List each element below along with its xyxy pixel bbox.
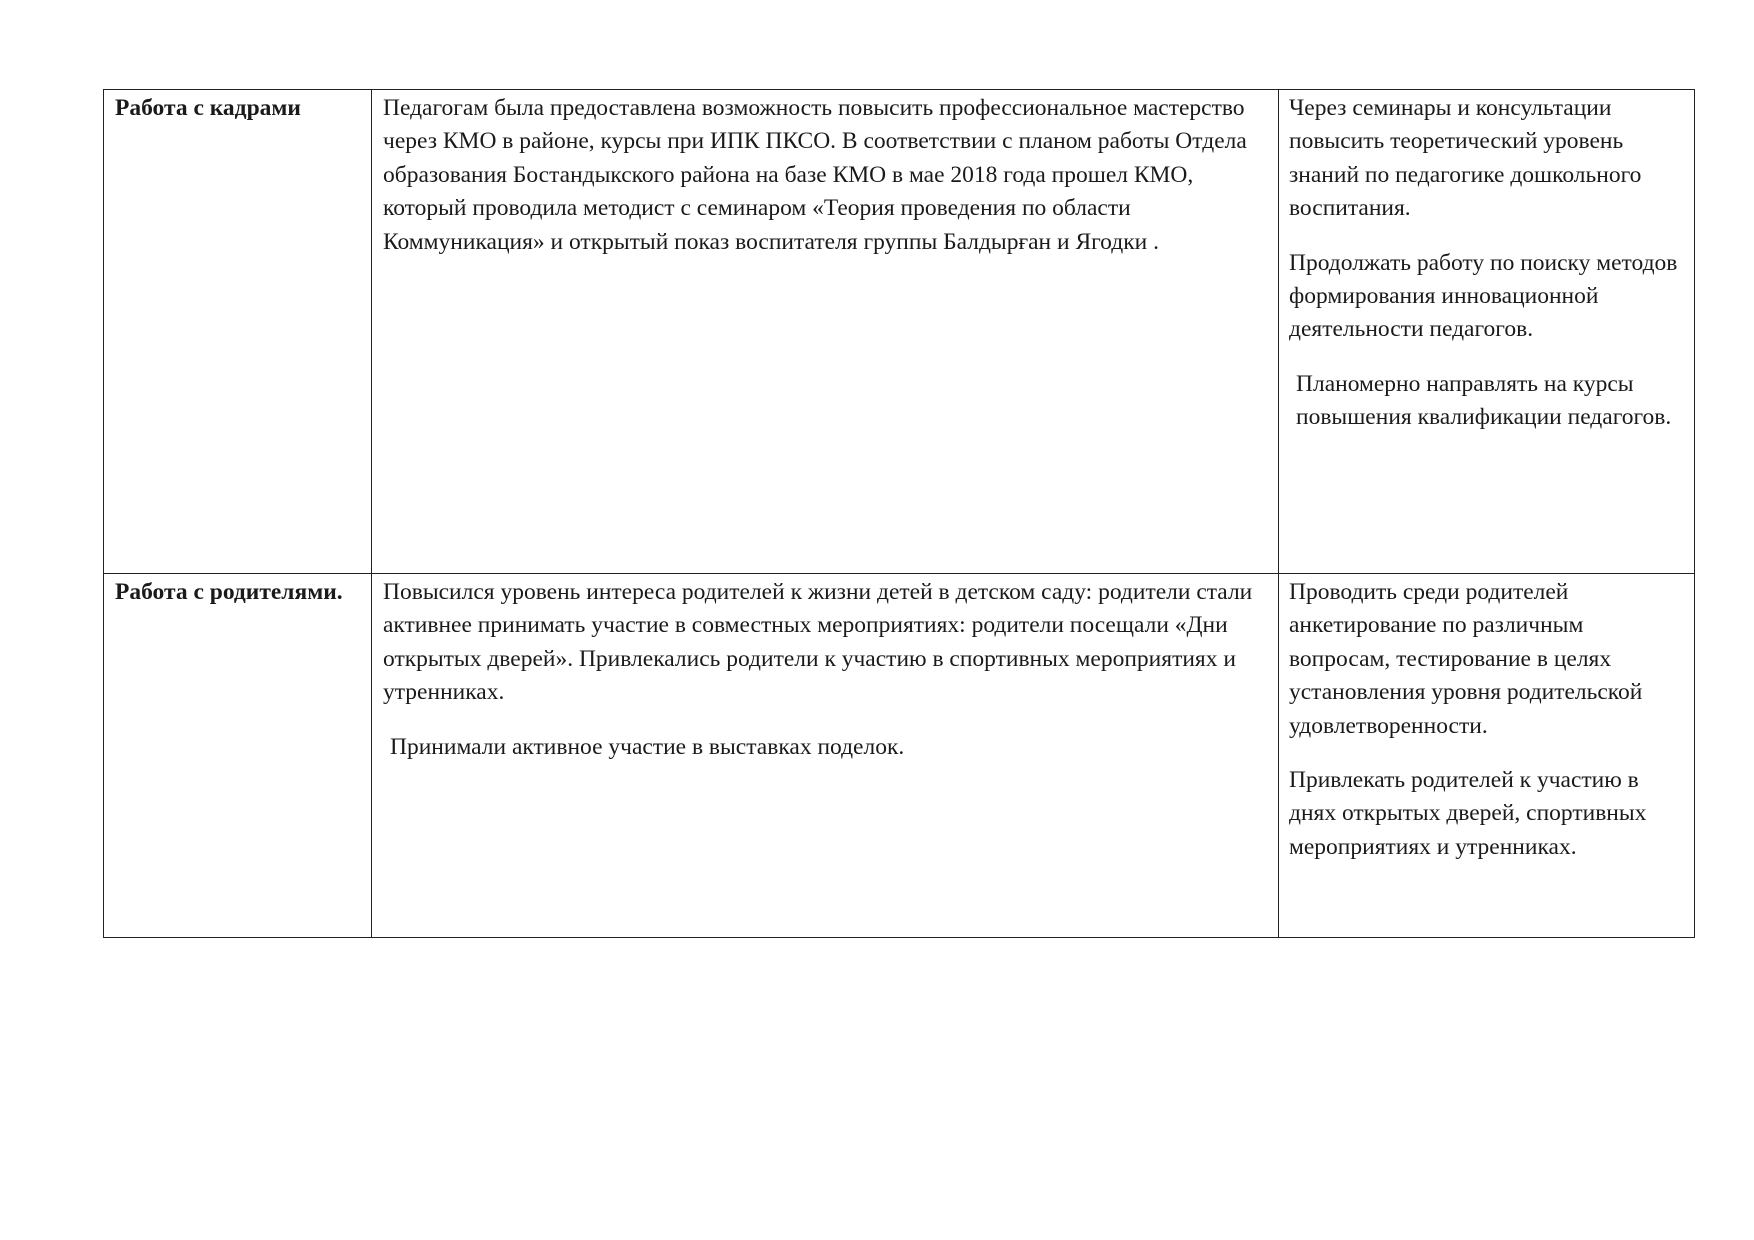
cell-tasks-parents [1279, 574, 1695, 938]
tasks-paragraph: Через семинары и консультации повысить теоретический уровень знаний по педагогике дошкольного воспитания. [1289, 95, 1642, 222]
cell-heading-parents [104, 574, 372, 938]
cell-tasks-staff [1279, 90, 1695, 574]
table-row-parents [104, 574, 1695, 938]
tasks-paragraph: Продолжать работу по поиску методов формирования инновационной деятельности педагогов. [1289, 249, 1678, 343]
results-paragraph: Повысился уровень интереса родителей к жизни детей в детском саду: родители стали активнее принимать участие в совместных мероприятиях: родители посещали «Дни открытых дверей». Привлекались родители к участию в спортивных мероприятиях и утренниках. [383, 579, 1253, 706]
tasks-paragraph: Привлекать родителей к участию в днях открытых дверей, спортивных мероприятиях и утренниках. [1289, 767, 1647, 860]
cell-results-staff [372, 90, 1279, 574]
results-paragraph: Принимали активное участие в выставках поделок. [390, 733, 905, 760]
tasks-paragraph: Планомерно направлять на курсы повышения квалификации педагогов. [1296, 370, 1672, 431]
report-table [103, 89, 1695, 938]
cell-heading-staff [104, 90, 372, 574]
cell-results-parents [372, 574, 1279, 938]
row-heading: Работа с кадрами [115, 95, 301, 121]
table-row-staff [104, 90, 1695, 574]
tasks-paragraph: Проводить среди родителей анкетирование по различным вопросам, тестирование в целях установления уровня родительской удовлетворенности. [1289, 579, 1643, 739]
row-heading: Работа с родителями. [115, 579, 343, 605]
results-paragraph: Педагогам была предоставлена возможность повысить профессиональное мастерство через КМО в районе, курсы при ИПК ПКСО. В соответствии с планом работы Отдела образования Бостандыкского района на базе КМО в мае 2018 года прошел КМО, который проводила методист с семинаром «Теория проведения по области Коммуникация» и открытый показ воспитателя группы Балдырған и Ягодки . [383, 95, 1247, 255]
